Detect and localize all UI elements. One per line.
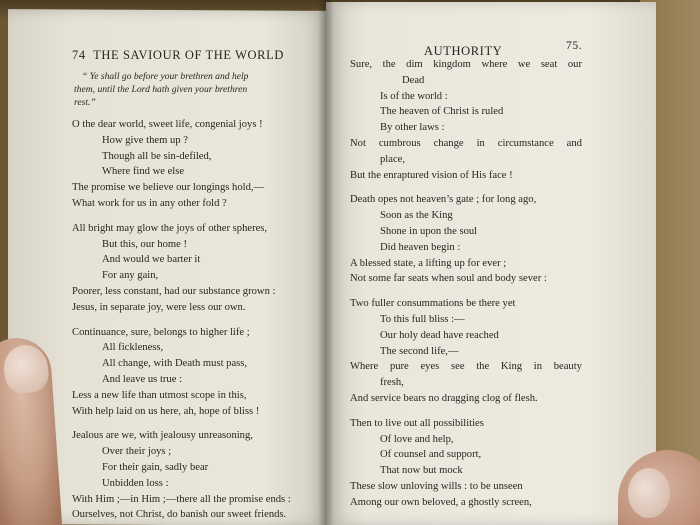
poem-line: Is of the world :	[380, 90, 448, 102]
poem-line: Unbidden loss :	[102, 477, 169, 489]
poem-line: Jealous are we, with jealousy unreasoning,	[72, 430, 253, 442]
poem-line: The heaven of Christ is ruled	[380, 106, 504, 118]
poem-line: Of love and help,	[380, 433, 454, 445]
poem-line: What work for us in any other fold ?	[72, 197, 227, 209]
poem-line: fresh,	[380, 377, 404, 389]
poem-line: Over their joys ;	[102, 446, 172, 458]
poem-line: All change, with Death must pass,	[102, 358, 248, 370]
epigraph-line: “ Ye shall go before your brethren and help	[82, 71, 249, 82]
poem-line: Soon as the King	[380, 210, 453, 222]
poem-line: Did heaven begin :	[380, 241, 461, 253]
poem-line: Where pure eyes see the King in beauty	[350, 361, 582, 373]
poem-line: Shone in upon the soul	[380, 225, 478, 237]
poem-line: Of counsel and support,	[380, 449, 482, 461]
poem-line: The second life,—	[380, 345, 459, 357]
right-page-number: 75.	[566, 40, 583, 52]
poem-line: Our holy dead have reached	[380, 329, 499, 341]
poem-line: Not some far seats when soul and body sever :	[350, 273, 547, 285]
poem-line: With help laid on us here, ah, hope of bliss !	[72, 405, 260, 417]
stanza	[72, 428, 302, 523]
poem-line: To this full bliss :—	[380, 313, 465, 325]
poem-line: A blessed state, a lifting up for ever ;	[350, 257, 507, 269]
left-poem	[72, 117, 302, 525]
stanza	[72, 117, 302, 212]
epigraph	[74, 70, 300, 109]
poem-line: How give them up ?	[102, 134, 188, 146]
left-page-number: 74	[72, 48, 86, 62]
poem-line: And leave us true :	[102, 373, 183, 385]
poem-line: Not cumbrous change in circumstance and	[350, 137, 582, 149]
poem-line: Dead	[402, 74, 425, 86]
poem-line: place,	[380, 153, 405, 165]
poem-line: The promise we believe our longings hold,—	[72, 182, 265, 194]
right-thumbnail	[628, 468, 670, 518]
poem-line: Where find we else	[102, 166, 185, 178]
poem-line: And service bears no dragging clog of flesh.	[350, 392, 538, 404]
poem-line: Continuance, sure, belongs to higher life ;	[72, 326, 250, 338]
book-spine	[318, 0, 334, 525]
stanza	[350, 192, 582, 287]
poem-line: Among our own beloved, a ghostly screen,	[350, 496, 532, 508]
poem-line: Two fuller consummations be there yet	[350, 298, 516, 310]
stanza	[350, 296, 582, 407]
poem-line: Jesus, in separate joy, were less our own.	[72, 301, 246, 313]
stanza	[350, 416, 582, 511]
poem-line: Though all be sin-defiled,	[102, 150, 212, 162]
poem-line: Death opes not heaven’s gate ; for long ago,	[350, 194, 537, 206]
right-poem	[350, 57, 582, 520]
poem-line: Ourselves, not Christ, do banish our sweet friends.	[72, 509, 287, 521]
poem-line: Then to live out all possibilities	[350, 417, 484, 429]
poem-line: For any gain,	[102, 270, 159, 282]
poem-line: For their gain, sadly bear	[102, 461, 209, 473]
right-running-head: AUTHORITY	[424, 44, 503, 58]
stanza	[72, 325, 302, 420]
epigraph-line: them, until the Lord hath given your brethren	[74, 84, 248, 95]
poem-line: That now but mock	[380, 465, 463, 477]
poem-line: Poorer, less constant, had our substance grown :	[72, 285, 276, 297]
poem-line: O the dear world, sweet life, congenial joys !	[72, 119, 263, 130]
poem-line: But this, our home !	[102, 238, 188, 250]
left-running-head: THE SAVIOUR OF THE WORLD	[93, 48, 284, 62]
poem-line: By other laws :	[380, 122, 445, 134]
poem-line: All fickleness,	[102, 342, 164, 354]
poem-line: Sure, the dim kingdom where we seat our	[350, 59, 582, 70]
epigraph-line: rest.”	[74, 97, 96, 108]
poem-line: These slow unloving wills : to be unseen	[350, 480, 523, 492]
poem-line: With Him ;—in Him ;—there all the promise ends :	[72, 493, 291, 505]
poem-line: But the enraptured vision of His face !	[350, 169, 513, 181]
stanza	[72, 221, 302, 316]
stanza	[350, 57, 582, 183]
poem-line: All bright may glow the joys of other spheres,	[72, 222, 268, 234]
poem-line: Less a new life than utmost scope in this,	[72, 389, 247, 401]
left-page-header	[72, 48, 284, 63]
poem-line: And would we barter it	[102, 254, 201, 266]
